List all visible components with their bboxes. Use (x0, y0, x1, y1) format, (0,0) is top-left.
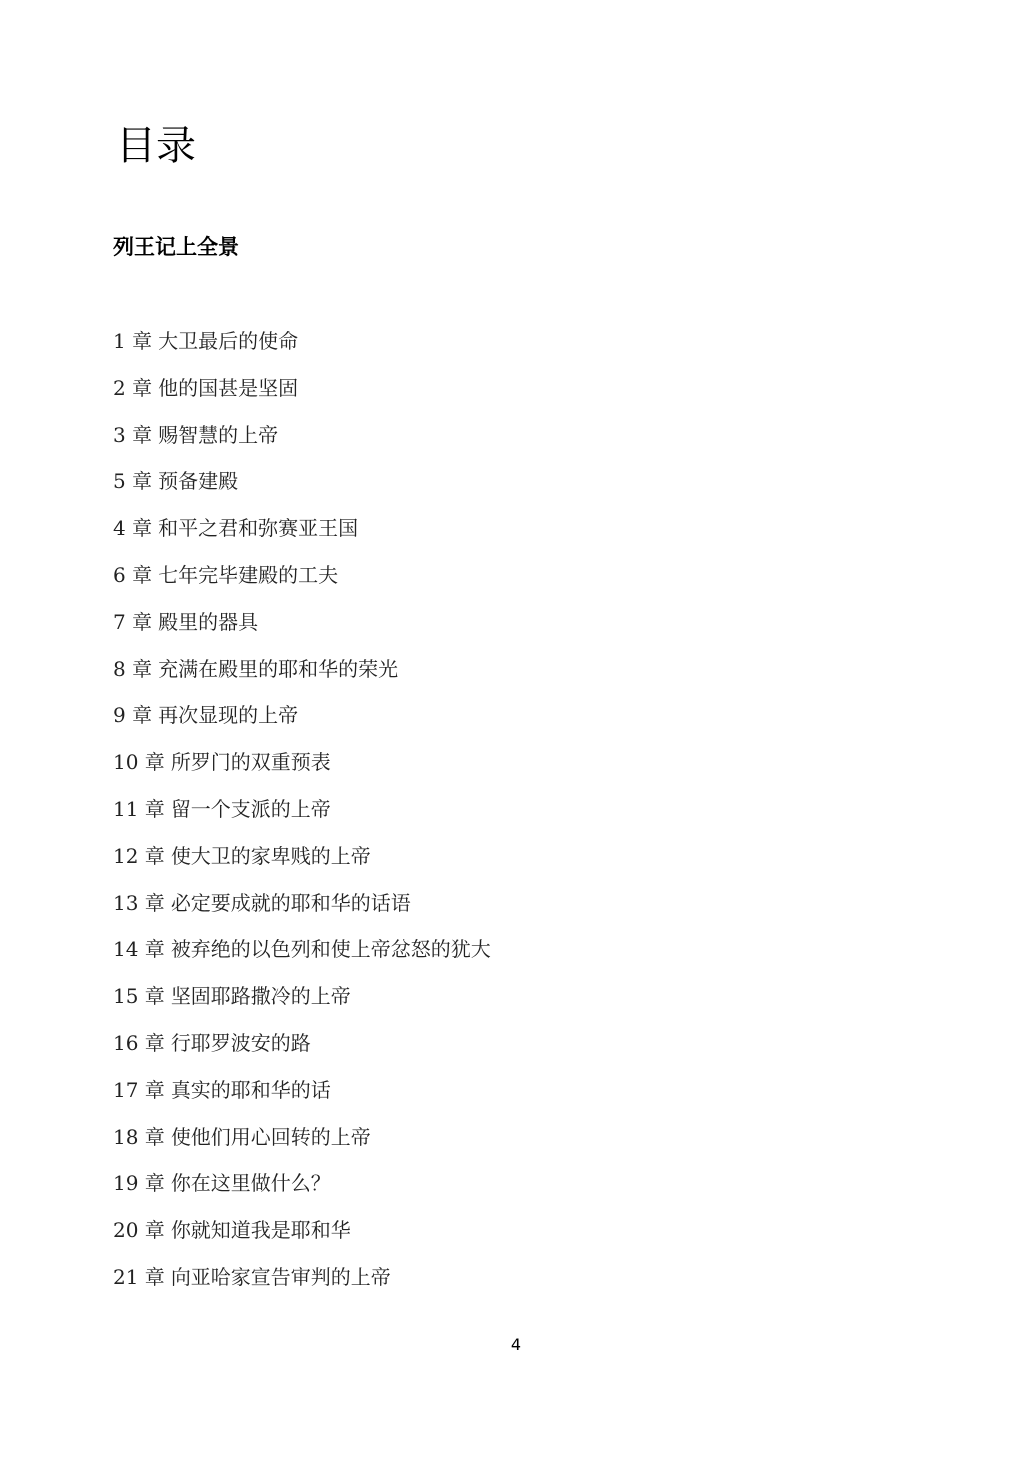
toc-item[interactable] (113, 1214, 491, 1261)
chapter-title: 使他们用心回转的上帝 (170, 1124, 371, 1149)
chapter-title: 殿里的器具 (158, 609, 259, 634)
chapter-title: 留一个支派的上帝 (170, 796, 331, 821)
chapter-number: 6 章 (113, 562, 153, 587)
chapter-title: 预备建殿 (158, 469, 239, 494)
chapter-title: 充满在殿里的耶和华的荣光 (158, 656, 399, 681)
chapter-title: 赐智慧的上帝 (158, 422, 279, 447)
chapter-number: 1 章 (113, 329, 153, 353)
toc-item[interactable] (113, 933, 491, 980)
chapter-number: 17 章 (113, 1077, 165, 1102)
toc-item[interactable] (113, 1261, 491, 1308)
chapter-title: 被弃绝的以色列和使上帝忿怒的犹大 (170, 937, 491, 962)
toc-item[interactable] (113, 1121, 491, 1168)
chapter-number: 5 章 (113, 469, 153, 494)
chapter-number: 7 章 (113, 609, 153, 634)
toc-item[interactable] (113, 1167, 491, 1214)
chapter-number: 15 章 (113, 984, 165, 1009)
table-of-contents (113, 325, 491, 1308)
toc-item[interactable] (113, 840, 491, 887)
chapter-title: 所罗门的双重预表 (170, 750, 331, 775)
chapter-title: 再次显现的上帝 (158, 703, 299, 728)
chapter-title: 他的国甚是坚固 (158, 375, 299, 400)
chapter-number: 19 章 (113, 1171, 165, 1196)
chapter-title: 坚固耶路撒冷的上帝 (170, 984, 351, 1009)
chapter-number: 18 章 (113, 1124, 165, 1149)
chapter-title: 和平之君和弥赛亚王国 (158, 516, 359, 541)
chapter-title: 向亚哈家宣告审判的上帝 (170, 1264, 391, 1289)
chapter-number: 3 章 (113, 422, 153, 447)
toc-item[interactable] (113, 559, 491, 606)
chapter-number: 2 章 (113, 375, 153, 400)
chapter-title: 七年完毕建殿的工夫 (158, 562, 339, 587)
chapter-number: 4 章 (113, 516, 153, 541)
chapter-title: 行耶罗波安的路 (170, 1030, 311, 1055)
toc-item[interactable] (113, 606, 491, 653)
chapter-title: 大卫最后的使命 (158, 329, 299, 353)
chapter-number: 13 章 (113, 890, 165, 915)
toc-item[interactable] (113, 746, 491, 793)
chapter-number: 10 章 (113, 750, 165, 775)
chapter-number: 14 章 (113, 937, 165, 962)
toc-item[interactable] (113, 1027, 491, 1074)
chapter-title: 真实的耶和华的话 (170, 1077, 331, 1102)
chapter-title: 必定要成就的耶和华的话语 (170, 890, 411, 915)
toc-item[interactable] (113, 512, 491, 559)
toc-item[interactable] (113, 793, 491, 840)
toc-item[interactable] (113, 419, 491, 466)
toc-item[interactable] (113, 980, 491, 1027)
toc-item[interactable] (113, 325, 491, 372)
chapter-number: 11 章 (113, 796, 165, 821)
chapter-title: 使大卫的家卑贱的上帝 (170, 843, 371, 868)
chapter-number: 8 章 (113, 656, 153, 681)
book-title: 列王记上全景 (113, 235, 239, 259)
chapter-number: 21 章 (113, 1264, 165, 1289)
chapter-number: 12 章 (113, 843, 165, 868)
toc-item[interactable] (113, 887, 491, 934)
toc-item[interactable] (113, 465, 491, 512)
chapter-number: 16 章 (113, 1030, 165, 1055)
page-title: 目录 (116, 123, 196, 169)
toc-item[interactable] (113, 372, 491, 419)
toc-item[interactable] (113, 1074, 491, 1121)
chapter-number: 20 章 (113, 1218, 165, 1243)
toc-item[interactable] (113, 699, 491, 746)
chapter-title: 你在这里做什么？ (170, 1171, 331, 1196)
page-number: 4 (510, 1335, 522, 1354)
chapter-number: 9 章 (113, 703, 153, 728)
toc-item[interactable] (113, 653, 491, 700)
chapter-title: 你就知道我是耶和华 (170, 1218, 351, 1243)
